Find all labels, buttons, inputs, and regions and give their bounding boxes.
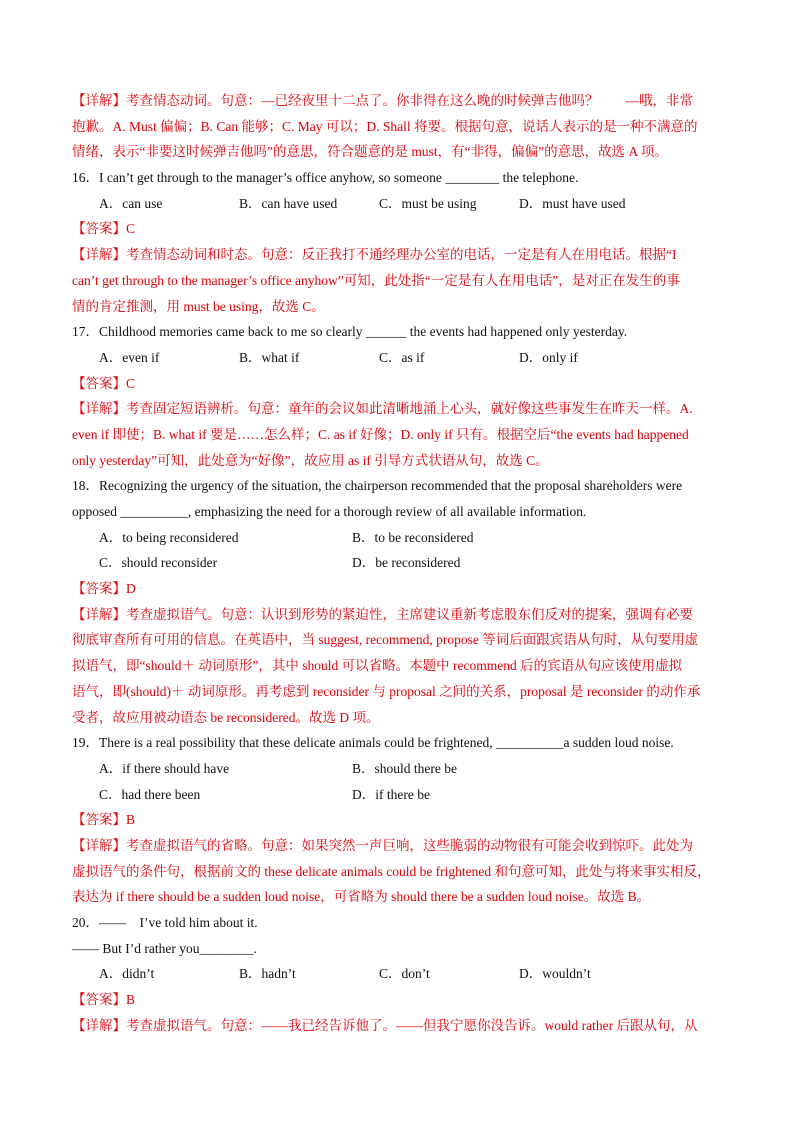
q18-option-d: D．be reconsidered [352,555,461,571]
q19-option-c: C．had there been [99,786,201,802]
q20-stem-line-1: 20．—— I’ve told him about it. [72,915,258,930]
q17-detail-line-3: only yesterday”可知，此处意为“好像”，故应用 as if 引导方式状语从句，故选 C。 [72,452,549,468]
detail-tag: 【详解】 [72,1017,126,1033]
q16-detail-line-3: 情的肯定推测，用 must be using，故选 C。 [72,298,325,314]
q19-option-a: A．if there should have [99,760,230,776]
answer-value: B [126,992,136,1008]
q18-options-row-1 [72,525,728,551]
q18-detail-line-1: 【详解】考查虚拟语气。句意：认识到形势的紧迫性，主席建议重新考虑股东们反对的提案，强调有必要 [72,606,693,622]
q17-answer [72,371,728,397]
detail-tag: 【详解】 [72,606,126,622]
q18-options-row-2 [72,550,728,576]
q19-answer [72,807,728,833]
q20-options [72,961,728,987]
answer-value: C [126,375,136,391]
q16-option-b: B．can have used [239,195,338,211]
q16-detail-line-1: 【详解】考查情态动词和时态。句意：反正我打不通经理办公室的电话，一定是有人在用电话。根据“I [72,247,677,263]
q18-detail-line-5: 受者，故应用被动语态 be reconsidered。故选 D 项。 [72,709,380,725]
q18-option-b: B．to be reconsidered [352,529,474,545]
answer-value: B [126,812,136,828]
q20-option-b: B．hadn’t [239,966,296,982]
detail-tag: 【详解】 [72,93,126,108]
answer-tag: 【答案】 [72,992,126,1008]
answer-tag: 【答案】 [72,581,126,597]
answer-value: D [126,581,136,597]
q18-detail-line-4: 语气，即(should)＋ 动词原形。再考虑到 reconsider 与 proposal 之间的关系，proposal 是 reconsider 的动作承 [72,683,701,699]
q18-stem-line-1: 18．Recognizing the urgency of the situation, the chairperson recommended that the proposal shareholders were [72,478,683,494]
q20-option-d: D．wouldn’t [519,966,591,982]
q16-answer [72,216,728,242]
q17-stem: 17．Childhood memories came back to me so clearly ______ the events had happened only yesterday. [72,324,628,340]
q16-options [72,191,728,217]
detail-tag: 【详解】 [72,401,126,417]
q19-options-row-2 [72,782,728,808]
q20-stem-line-2: —— But I’d rather you________. [72,940,257,956]
q17-option-d: D．only if [519,349,578,365]
q19-detail-line-1: 【详解】考查虚拟语气的省略。句意：如果突然一声巨响，这些脆弱的动物很有可能会收到惊吓。此处为 [72,837,693,853]
q19-option-b: B．should there be [352,760,457,776]
document-page [72,88,728,1038]
q15-detail-line-3: 情绪，表示“非要这时候弹吉他吗”的意思，符合题意的是 must，有“非得，偏偏”的意思，故选 A 项。 [72,144,668,160]
q20-detail-line-1: 【详解】考查虚拟语气。句意：——我已经告诉他了。——但我宁愿你没告诉。would rather 后跟从句，从 [72,1017,698,1033]
q18-option-c: C．should reconsider [99,555,218,571]
q18-stem-line-2: opposed __________, emphasizing the need for a thorough review of all available information. [72,504,587,519]
q17-options [72,345,728,371]
q16-detail-line-2: can’t get through to the manager’s office anyhow”可知，此处指“一定是有人在用电话”，是对正在发生的事 [72,272,680,288]
q16-option-a: A．can use [99,195,163,211]
answer-tag: 【答案】 [72,375,126,391]
q15-detail-line-1: 【详解】考查情态动词。句意：—已经夜里十二点了。你非得在这么晚的时候弹吉他吗？ —哦，非常 [72,93,693,108]
q20-option-c: C．don’t [379,966,430,982]
q17-option-c: C．as if [379,349,425,365]
q16-option-d: D．must have used [519,195,626,211]
q18-option-a: A．to being reconsidered [99,529,239,545]
q16-stem: 16．I can’t get through to the manager’s office anyhow, so someone ________ the telephone. [72,170,579,186]
detail-tag: 【详解】 [72,837,126,853]
q20-answer [72,987,728,1013]
q18-detail-line-3: 拟语气，即“should＋ 动词原形”，其中 should 可以省略。本题中 recommend 后的宾语从句应该使用虚拟 [72,658,683,674]
q19-options-row-1 [72,756,728,782]
q20-option-a: A．didn’t [99,966,155,982]
q18-answer [72,576,728,602]
q17-detail-line-1: 【详解】考查固定短语辨析。句意：童年的会议如此清晰地涌上心头，就好像这些事发生在昨天一样。A. [72,401,693,417]
q18-detail-line-2: 彻底审查所有可用的信息。在英语中，当 suggest, recommend, propose 等词后面跟宾语从句时，从句要用虚 [72,632,699,648]
q19-stem: 19．There is a real possibility that these delicate animals could be frightened, __________a sudden loud noise. [72,735,674,751]
answer-tag: 【答案】 [72,221,126,237]
q19-detail-line-2: 虚拟语气的条件句，根据前文的 these delicate animals could be frightened 和句意可知，此处与将来事实相反， [72,863,711,879]
answer-value: C [126,221,136,237]
q17-detail-line-2: even if 即使；B. what if 要是……怎么样；C. as if 好像；D. only if 只有。根据空后“the events had happened [72,426,689,442]
detail-tag: 【详解】 [72,247,126,263]
q17-option-b: B．what if [239,349,300,365]
q19-detail-line-3: 表达为 if there should be a sudden loud noise，可省略为 should there be a sudden loud noise。故选 B。 [72,889,651,905]
q19-option-d: D．if there be [352,786,430,802]
answer-tag: 【答案】 [72,812,126,828]
q16-option-c: C．must be using [379,195,477,211]
q15-detail-line-2: 抱歉。A. Must 偏偏；B. Can 能够；C. May 可以；D. Shall 将要。根据句意，说话人表示的是一种不满意的 [72,118,698,134]
q17-option-a: A．even if [99,349,160,365]
